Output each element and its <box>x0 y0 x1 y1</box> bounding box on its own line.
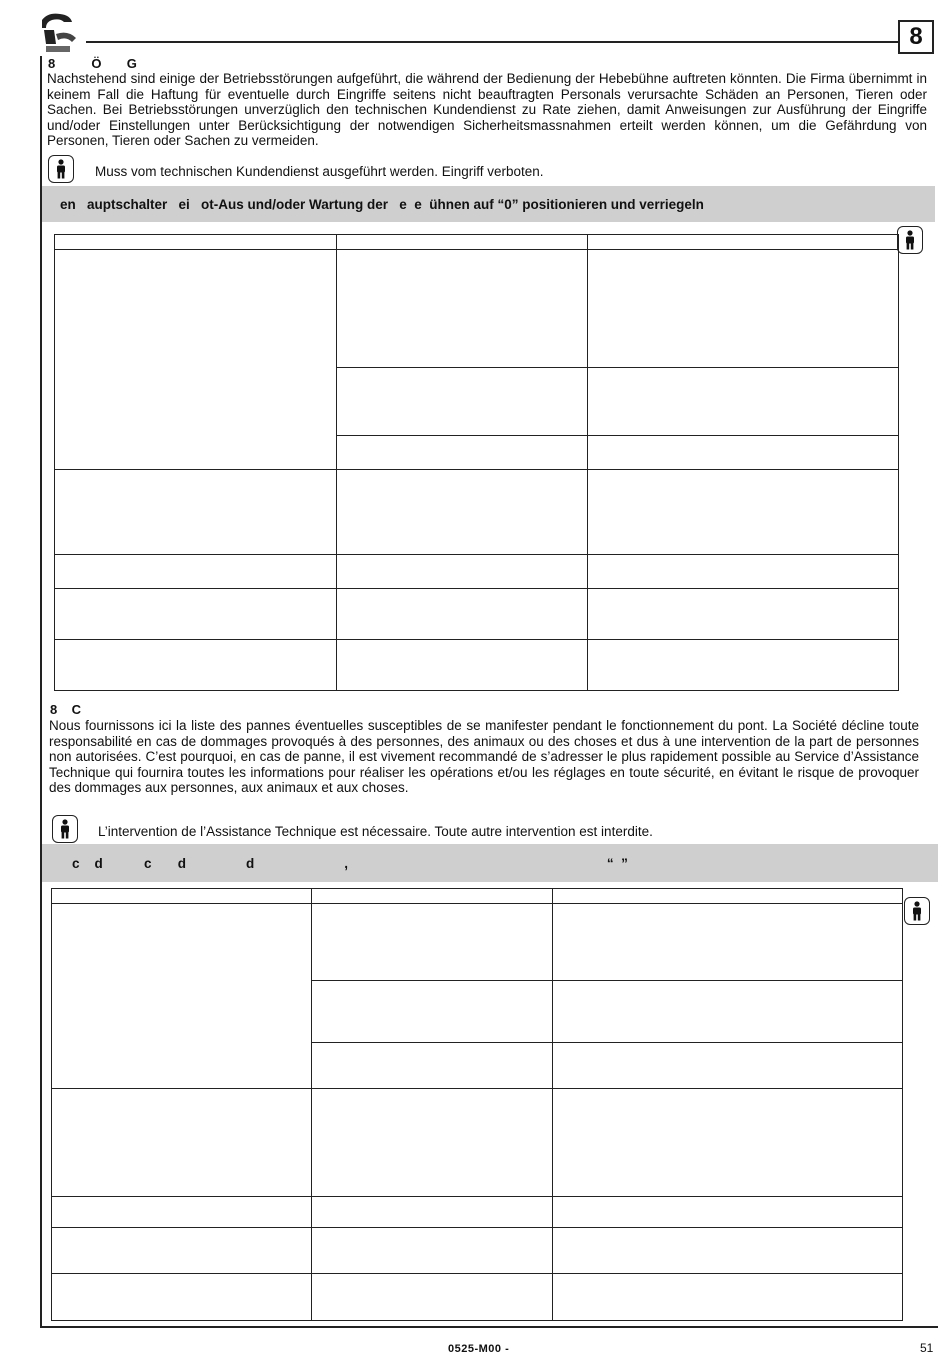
table-cell-remedy <box>553 904 903 981</box>
table-cell-remedy <box>588 436 899 470</box>
table-row <box>52 904 903 981</box>
table-header-cell <box>52 889 312 904</box>
table-cell-remedy <box>588 470 899 555</box>
table-cell-remedy <box>588 555 899 589</box>
table-cell-cause <box>312 1228 553 1274</box>
table-row <box>52 1228 903 1274</box>
table-row <box>55 250 899 368</box>
table-cell-remedy <box>553 1089 903 1197</box>
table-row <box>52 1089 903 1197</box>
table-cell-problem <box>52 1274 312 1321</box>
technician-icon <box>48 155 74 183</box>
table-cell-remedy <box>553 1043 903 1089</box>
troubleshooting-table-de <box>54 234 899 691</box>
troubleshooting-table-fr <box>51 888 903 1321</box>
table-header-cell <box>553 889 903 904</box>
table-cell-remedy <box>588 368 899 436</box>
notice-text-de: Muss vom technischen Kundendienst ausgeführt werden. Eingriff verboten. <box>95 164 544 179</box>
table-header-row <box>55 235 899 250</box>
warning-banner-fr: c d c d d , “ ” <box>42 844 938 882</box>
table-cell-cause <box>312 1197 553 1228</box>
technician-icon <box>52 815 78 843</box>
table-cell-problem <box>55 250 337 470</box>
table-cell-remedy <box>553 1274 903 1321</box>
table-cell-problem <box>55 470 337 555</box>
table-header-cell <box>312 889 553 904</box>
table-cell-problem <box>55 589 337 640</box>
table-cell-cause <box>337 250 588 368</box>
brand-logo-icon <box>38 10 84 56</box>
table-row <box>55 555 899 589</box>
table-cell-problem <box>52 1089 312 1197</box>
table-cell-cause <box>337 555 588 589</box>
intro-paragraph-fr: Nous fournissons ici la liste des pannes éventuelles susceptibles de se manifester pendant le fonctionnement du pont. La Société décline toute responsabilité en cas de dommages provoqués à des personnes, des animaux ou des choses et dus à une intervention de la part de personnes non autorisées. C’est pourquoi, en cas de panne, il est vivement recommandé de s’adresser le plus rapidement possible au Service d’Assistance Technique qui fournira toutes les informations pour réaliser les opérations et/ou les réglages en toute sécurité, en évitant le risque de provoquer des dommages aux personnes, aux animaux et aux choses. <box>49 718 919 795</box>
table-header-cell <box>337 235 588 250</box>
table-cell-cause <box>337 368 588 436</box>
table-cell-cause <box>337 470 588 555</box>
table-cell-cause <box>312 981 553 1043</box>
page-number: 51 <box>920 1341 934 1355</box>
table-cell-cause <box>312 904 553 981</box>
warning-banner-de: en auptschalter ei ot-Aus und/oder Wartung der e e ühnen auf “0” positionieren und verriegeln <box>42 186 935 222</box>
table-cell-cause <box>337 589 588 640</box>
table-cell-cause <box>312 1274 553 1321</box>
table-cell-cause <box>312 1043 553 1089</box>
table-cell-remedy <box>553 1228 903 1274</box>
table-cell-remedy <box>553 981 903 1043</box>
header-rule <box>86 41 898 43</box>
frame-left-rule <box>40 56 42 1328</box>
table-row <box>55 640 899 691</box>
section-title-de: 8 Ö G <box>48 56 137 71</box>
section-title-fr: 8 C <box>50 702 82 717</box>
table-cell-problem <box>55 555 337 589</box>
table-cell-cause <box>337 436 588 470</box>
table-cell-problem <box>52 1197 312 1228</box>
table-cell-remedy <box>588 640 899 691</box>
table-header-row <box>52 889 903 904</box>
table-cell-remedy <box>588 589 899 640</box>
table-cell-remedy <box>588 250 899 368</box>
table-row <box>52 1197 903 1228</box>
frame-bottom-rule <box>40 1326 938 1328</box>
table-cell-cause <box>312 1089 553 1197</box>
chapter-number: 8 <box>898 20 934 54</box>
table-cell-cause <box>337 640 588 691</box>
technician-icon <box>897 226 923 254</box>
table-cell-problem <box>52 904 312 1089</box>
table-header-cell <box>55 235 337 250</box>
table-cell-remedy <box>553 1197 903 1228</box>
notice-text-fr: L’intervention de l’Assistance Technique est nécessaire. Toute autre intervention est interdite. <box>98 824 653 839</box>
intro-paragraph-de: Nachstehend sind einige der Betriebsstörungen aufgeführt, die während der Bedienung der Hebebühne auftreten könnten. Die Firma übernimmt in keinem Fall die Haftung für eventuelle durch Eingriffe seitens nicht beauftragten Personals verursachte Schäden an Personen, Tieren oder Sachen. Bei Betriebsstörungen unverzüglich den technischen Kundendienst zu Rate ziehen, damit Anweisungen zur Ausführung der Eingriffe und/oder Einstellungen unter Berücksichtigung der notwendigen Sicherheitsmassnahmen erteilt werden können, um die Gefährdung von Personen, Tieren oder Sachen zu vermeiden. <box>47 71 927 148</box>
footer-doc-code: 0525-M00 - <box>448 1343 510 1355</box>
table-header-cell <box>588 235 899 250</box>
table-cell-problem <box>52 1228 312 1274</box>
table-row <box>55 589 899 640</box>
table-row <box>55 470 899 555</box>
table-cell-problem <box>55 640 337 691</box>
table-row <box>52 1274 903 1321</box>
technician-icon <box>904 897 930 925</box>
